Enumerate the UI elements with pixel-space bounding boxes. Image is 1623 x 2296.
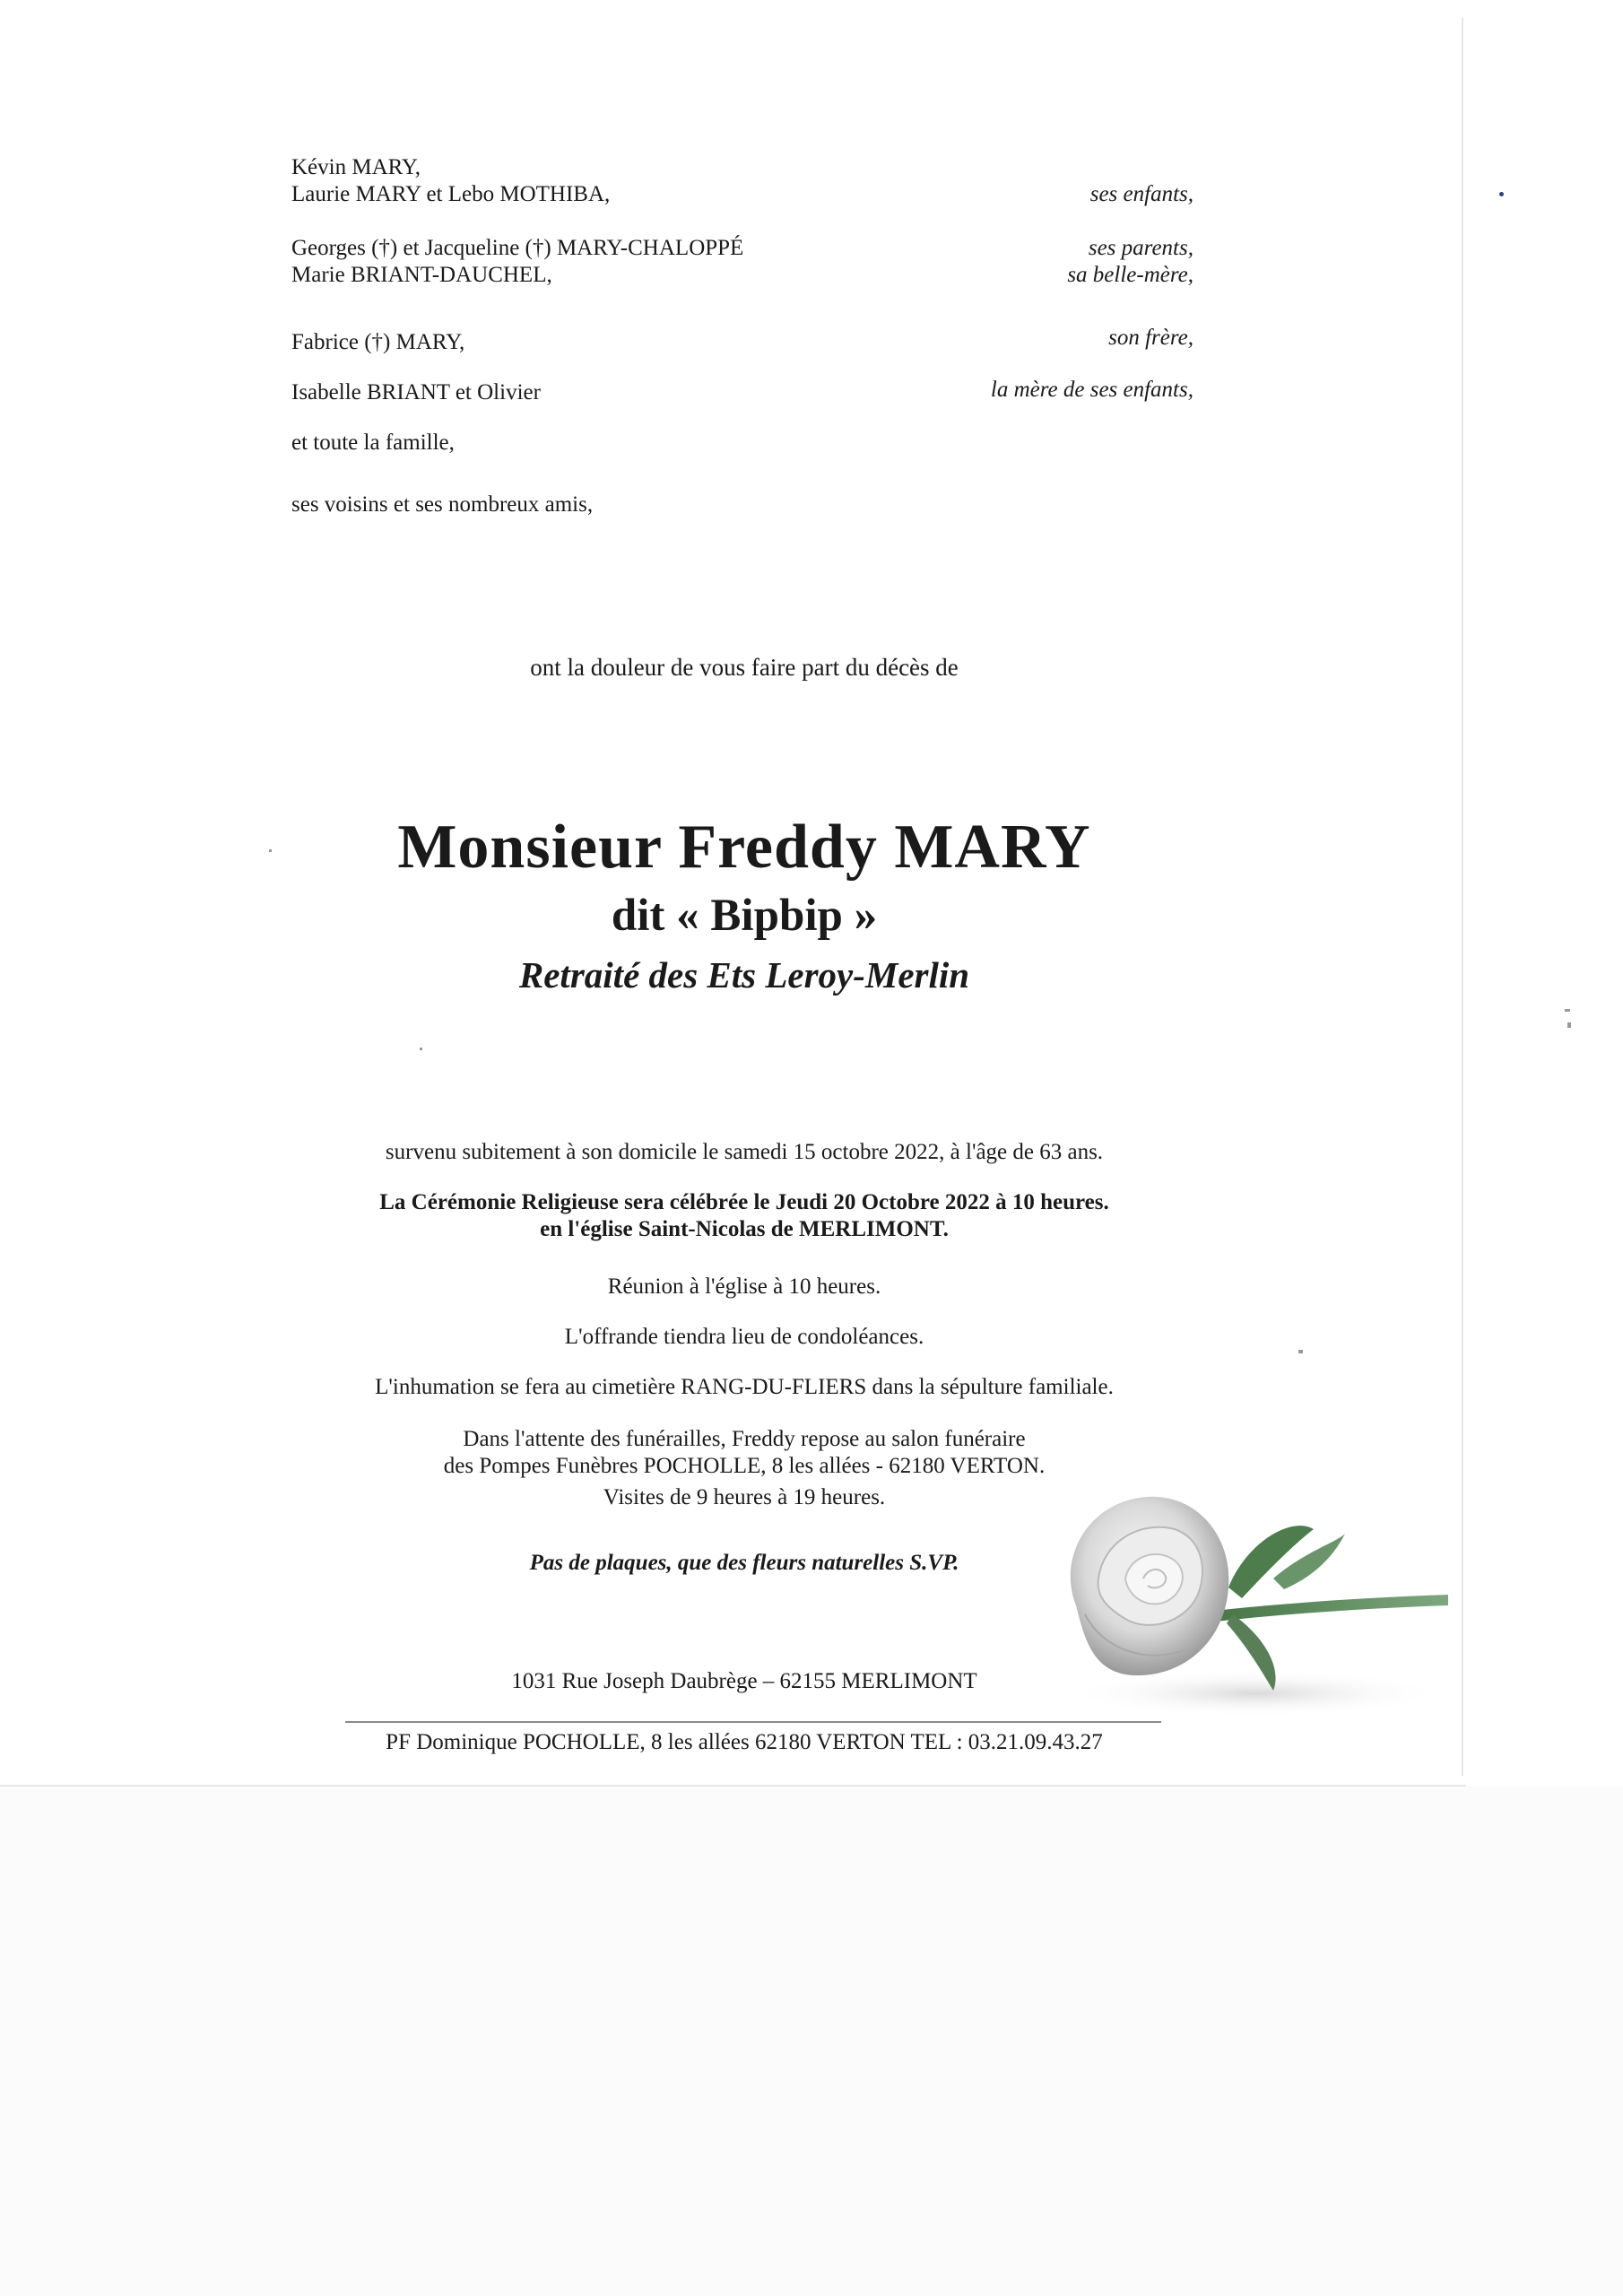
family-laurie: Laurie MARY et Lebo MOTHIBA, (291, 182, 611, 206)
scan-speck (269, 849, 272, 852)
death-notice: survenu subitement à son domicile le samedi 15 octobre 2022, à l'âge de 63 ans. (385, 1140, 1104, 1164)
scan-speck (1567, 1022, 1571, 1028)
family-marie: Marie BRIANT-DAUCHEL, (291, 263, 552, 287)
funeral-home-line: PF Dominique POCHOLLE, 8 les allées 62180 VERTON TEL : 03.21.09.43.27 (386, 1730, 1103, 1754)
scan-speck (1298, 1350, 1303, 1353)
flowers-note: Pas de plaques, que des fleurs naturelles S.VP. (529, 1551, 959, 1575)
relation-mother-in-law: sa belle-mère, (1067, 263, 1193, 287)
family-neighbors: ses voisins et ses nombreux amis, (291, 492, 594, 517)
visits-info: Visites de 9 heures à 19 heures. (603, 1485, 886, 1509)
family-all: et toute la famille, (291, 430, 455, 455)
address-line: 1031 Rue Joseph Daubrège – 62155 MERLIMONT (511, 1669, 977, 1693)
scanner-bed (0, 1787, 1623, 2296)
deceased-nickname: dit « Bipbip » (611, 891, 878, 941)
scan-speck (420, 1048, 422, 1050)
relation-brother: son frère, (1108, 326, 1193, 350)
rest-info-line1: Dans l'attente des funérailles, Freddy repose au salon funéraire (463, 1427, 1026, 1451)
announcement-lead: ont la douleur de vous faire part du décès de (530, 654, 959, 681)
deceased-occupation: Retraité des Ets Leroy-Merlin (518, 954, 970, 996)
page-edge-right (1462, 18, 1463, 1776)
footer-divider (345, 1721, 1161, 1723)
family-georges: Georges (†) et Jacqueline (†) MARY-CHALOPPÉ (291, 236, 744, 260)
scan-speck (1565, 1009, 1570, 1012)
meeting-info: Réunion à l'église à 10 heures. (607, 1274, 881, 1299)
family-kevin: Kévin MARY, (291, 155, 421, 179)
ceremony-info: La Cérémonie Religieuse sera célébrée le Jeudi 20 Octobre 2022 à 10 heures. (379, 1190, 1109, 1214)
relation-children-mother: la mère de ses enfants, (990, 378, 1193, 402)
church-info: en l'église Saint-Nicolas de MERLIMONT. (540, 1217, 949, 1241)
deceased-name: Monsieur Freddy MARY (397, 813, 1091, 882)
burial-info: L'inhumation se fera au cimetière RANG-DU-FLIERS dans la sépulture familiale. (375, 1375, 1114, 1399)
relation-children: ses enfants, (1089, 182, 1193, 206)
scan-mark (1499, 192, 1504, 196)
relation-parents: ses parents, (1088, 236, 1193, 260)
rest-info-line2: des Pompes Funèbres POCHOLLE, 8 les allées - 62180 VERTON. (443, 1454, 1046, 1478)
family-isabelle: Isabelle BRIANT et Olivier (291, 380, 541, 404)
offering-info: L'offrande tiendra lieu de condoléances. (564, 1325, 924, 1349)
family-fabrice: Fabrice (†) MARY, (291, 330, 465, 354)
